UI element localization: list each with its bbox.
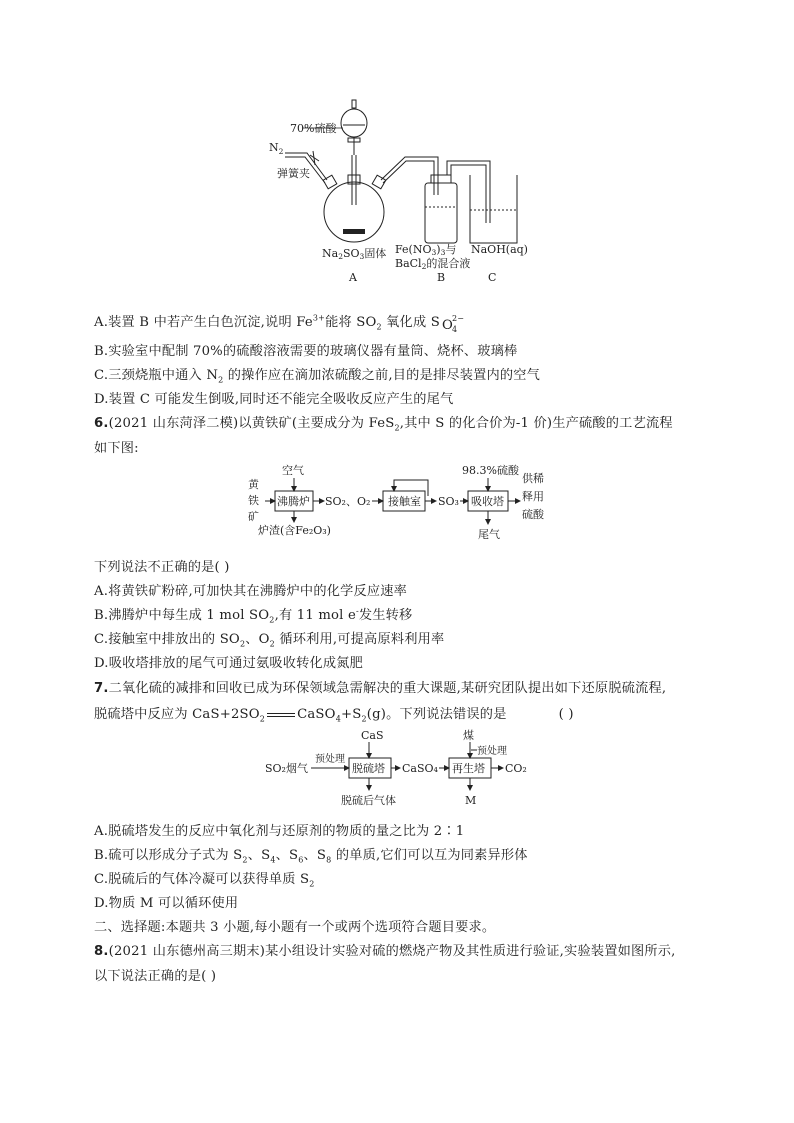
q5-option-b: B.实验室中配制 70%的硫酸溶液需要的玻璃仪器有量筒、烧杯、玻璃棒 bbox=[94, 344, 518, 359]
q5-option-d: D.装置 C 可能发生倒吸,同时还不能完全吸收反应产生的尾气 bbox=[94, 392, 454, 407]
b-label-1d: 3 bbox=[440, 248, 446, 257]
q7-stem-2: 脱硫塔中反应为 $CaS+2SO_2$ $CaSO_4+S_2(g)$。下列说法错误的是 ( ) bbox=[94, 707, 574, 724]
c-label: NaOH(aq) bbox=[471, 243, 528, 256]
flow-contact: 接触室 bbox=[388, 495, 421, 508]
q6-option-d: D.吸收塔排放的尾气可通过氨吸收转化成氮肥 bbox=[94, 656, 364, 671]
flow-tail: 尾气 bbox=[478, 528, 500, 541]
flow7-coal: 煤 bbox=[463, 729, 474, 742]
flask-label-d: 3 bbox=[359, 252, 365, 261]
q6-option-c: C.接触室中排放出的 $SO_2$、$O_2$ 循环利用,可提高原料利用率 bbox=[94, 632, 445, 649]
b-label-1e: 与 bbox=[445, 243, 457, 256]
svg-text:N2 bbox=[269, 141, 284, 156]
flow7-m: M bbox=[465, 794, 477, 807]
flow-tower: 吸收塔 bbox=[471, 495, 504, 508]
q7-option-c: C.脱硫后的气体冷凝可以获得单质 $S_2$ bbox=[94, 872, 315, 889]
flask-label-a: Na bbox=[322, 247, 339, 260]
flow-slag: 炉渣(含Fe₂O₃) bbox=[258, 524, 331, 537]
q8-stem-2: 以下说法正确的是( ) bbox=[94, 969, 217, 984]
flow-ore-3: 矿 bbox=[248, 510, 259, 523]
q7-stem: 7.二氧化硫的减排和回收已成为环保领域急需解决的重大课题,某研究团队提出如下还原脱硫流程, bbox=[94, 681, 667, 696]
q6-option-a: A.将黄铁矿粉碎,可加快其在沸腾炉中的化学反应速率 bbox=[94, 584, 408, 599]
acid-label: 70%硫酸 bbox=[290, 122, 337, 135]
b-label-2b: 2 bbox=[421, 262, 427, 271]
flow7-caso4: CaSO₄ bbox=[402, 762, 438, 775]
flow7-cas: CaS bbox=[361, 729, 384, 742]
svg-text:BaCl2的混合液 bbox=[395, 256, 470, 271]
flow-acid98: 98.3%硫酸 bbox=[462, 464, 519, 477]
q6-ask: 下列说法不正确的是( ) bbox=[94, 560, 230, 575]
solid-icon bbox=[343, 229, 365, 234]
flow7-tower: 脱硫塔 bbox=[352, 762, 385, 775]
b-label-2a: BaCl bbox=[395, 257, 422, 270]
b-label-1a: Fe(NO bbox=[395, 243, 432, 256]
flow7-gas-out: 脱硫后气体 bbox=[341, 794, 396, 807]
flow-gases: SO₂、O₂ bbox=[325, 495, 371, 508]
flask-label-c: SO bbox=[342, 247, 360, 260]
q6-flow-diagram bbox=[240, 460, 560, 548]
letter-b: B bbox=[437, 271, 446, 284]
flask-label-e: 固体 bbox=[364, 247, 387, 260]
equals-sign bbox=[267, 713, 295, 717]
n2-sub: 2 bbox=[278, 147, 284, 156]
n2-label: N bbox=[269, 141, 279, 154]
q6-stem: 6.(2021 山东菏泽二模)以黄铁矿(主要成分为 FeS$_2$,其中 S 的化合价为-1 价)生产硫酸的工艺流程 bbox=[94, 416, 673, 433]
b-label-2c: 的混合液 bbox=[426, 257, 471, 270]
q7-option-b: B.硫可以形成分子式为 $S_2$、$S_4$、$S_6$、$S_8$ 的单质,它们可以互为同素异形体 bbox=[94, 848, 528, 865]
flow-prod-1: 供稀 bbox=[522, 472, 544, 485]
flow-furnace: 沸腾炉 bbox=[277, 495, 310, 508]
flow7-pre1: 预处理 bbox=[315, 754, 345, 765]
q5-option-c: C.三颈烧瓶中通入 $N_2$ 的操作应在滴加浓硫酸之前,目的是排尽装置内的空气 bbox=[94, 368, 541, 385]
q6-stem-2: 如下图: bbox=[94, 441, 139, 456]
q7-option-a: A.脱硫塔发生的反应中氧化剂与还原剂的物质的量之比为 2∶1 bbox=[94, 824, 465, 839]
q8-stem: 8.(2021 山东德州高三期末)某小组设计实验对硫的燃烧产物及其性质进行验证,实验装置如图所示, bbox=[94, 944, 676, 959]
clamp-label: 弹簧夹 bbox=[277, 167, 310, 180]
flow-ore-2: 铁 bbox=[248, 494, 259, 507]
b-label-1c: ) bbox=[436, 243, 441, 256]
q7-flow-diagram bbox=[265, 726, 535, 810]
b-label-1b: 3 bbox=[431, 248, 437, 257]
flow-prod-2: 释用 bbox=[522, 490, 544, 503]
flow-prod-3: 硫酸 bbox=[522, 508, 544, 521]
flow7-flue: SO₂烟气 bbox=[265, 762, 308, 775]
flask-label-b: 2 bbox=[338, 252, 343, 261]
q5-option-a: A.装置 B 中若产生白色沉淀,说明 $Fe^{3+}$能将 $SO_2$ 氧化成 S O 2− 4 bbox=[94, 313, 465, 334]
flow-so3: SO₃ bbox=[438, 495, 459, 508]
flow-ore-1: 黄 bbox=[248, 478, 259, 491]
q7-option-d: D.物质 M 可以循环使用 bbox=[94, 896, 239, 911]
apparatus-figure bbox=[255, 95, 555, 290]
flow7-co2: CO₂ bbox=[505, 762, 527, 775]
svg-text:Na2SO3固体 bbox=[322, 246, 386, 261]
flow-air: 空气 bbox=[282, 464, 304, 477]
flow7-pre2: 预处理 bbox=[477, 746, 507, 757]
letter-a: A bbox=[349, 271, 357, 284]
section-2-heading: 二、选择题:本题共 3 小题,每小题有一个或两个选项符合题目要求。 bbox=[94, 920, 496, 935]
svg-text:Fe(NO3)3与 bbox=[395, 242, 456, 257]
q6-option-b: B.沸腾炉中每生成 1 mol $SO_2$,有 11 mol e-发生转移 bbox=[94, 606, 413, 625]
letter-c: C bbox=[488, 271, 497, 284]
flow7-regen: 再生塔 bbox=[452, 762, 485, 775]
